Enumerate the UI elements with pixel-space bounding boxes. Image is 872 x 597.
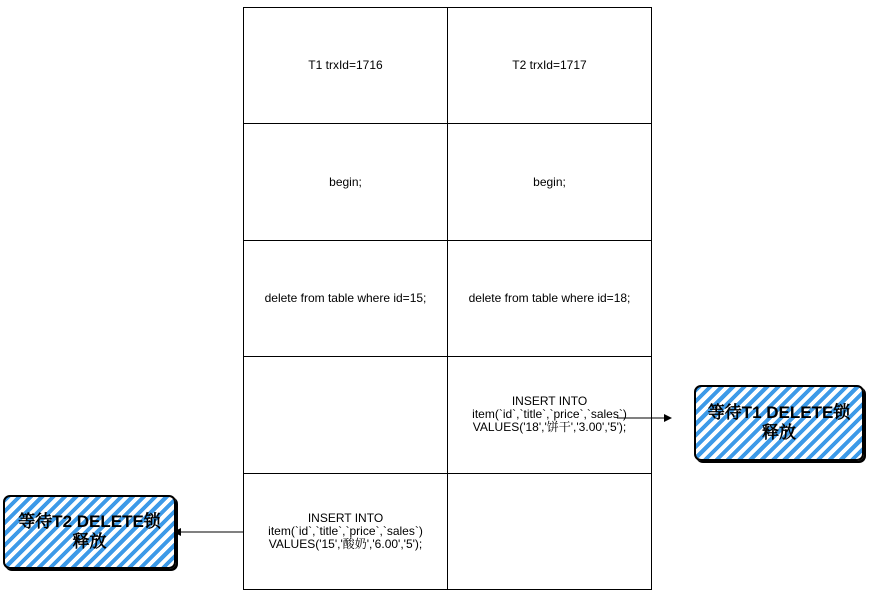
table-row bbox=[244, 357, 652, 473]
cell-t2-insert: INSERT INTO item(`id`,`title`,`price`,`sales`) VALUES('18','饼干','3.00','5'); bbox=[448, 357, 652, 473]
table-row bbox=[244, 8, 652, 124]
cell-t1-header: T1 trxId=1716 bbox=[244, 8, 448, 124]
cell-t1-empty bbox=[244, 357, 448, 473]
transaction-table bbox=[243, 7, 652, 590]
cell-t2-delete: delete from table where id=18; bbox=[448, 240, 652, 356]
wait-t1-delete-lock-note bbox=[694, 385, 864, 461]
wait-t2-delete-lock-note bbox=[3, 495, 176, 569]
wait-t2-label: 等待T2 DELETE锁 释放 bbox=[18, 512, 161, 551]
cell-t1-begin: begin; bbox=[244, 124, 448, 240]
cell-t2-empty bbox=[448, 473, 652, 589]
table-row bbox=[244, 240, 652, 356]
table-row bbox=[244, 473, 652, 589]
wait-t1-label: 等待T1 DELETE锁 释放 bbox=[707, 403, 851, 442]
cell-t1-delete: delete from table where id=15; bbox=[244, 240, 448, 356]
cell-t2-header: T2 trxId=1717 bbox=[448, 8, 652, 124]
cell-t1-insert: INSERT INTO item(`id`,`title`,`price`,`sales`) VALUES('15','酸奶','6.00','5'); bbox=[244, 473, 448, 589]
cell-t2-begin: begin; bbox=[448, 124, 652, 240]
table-row bbox=[244, 124, 652, 240]
